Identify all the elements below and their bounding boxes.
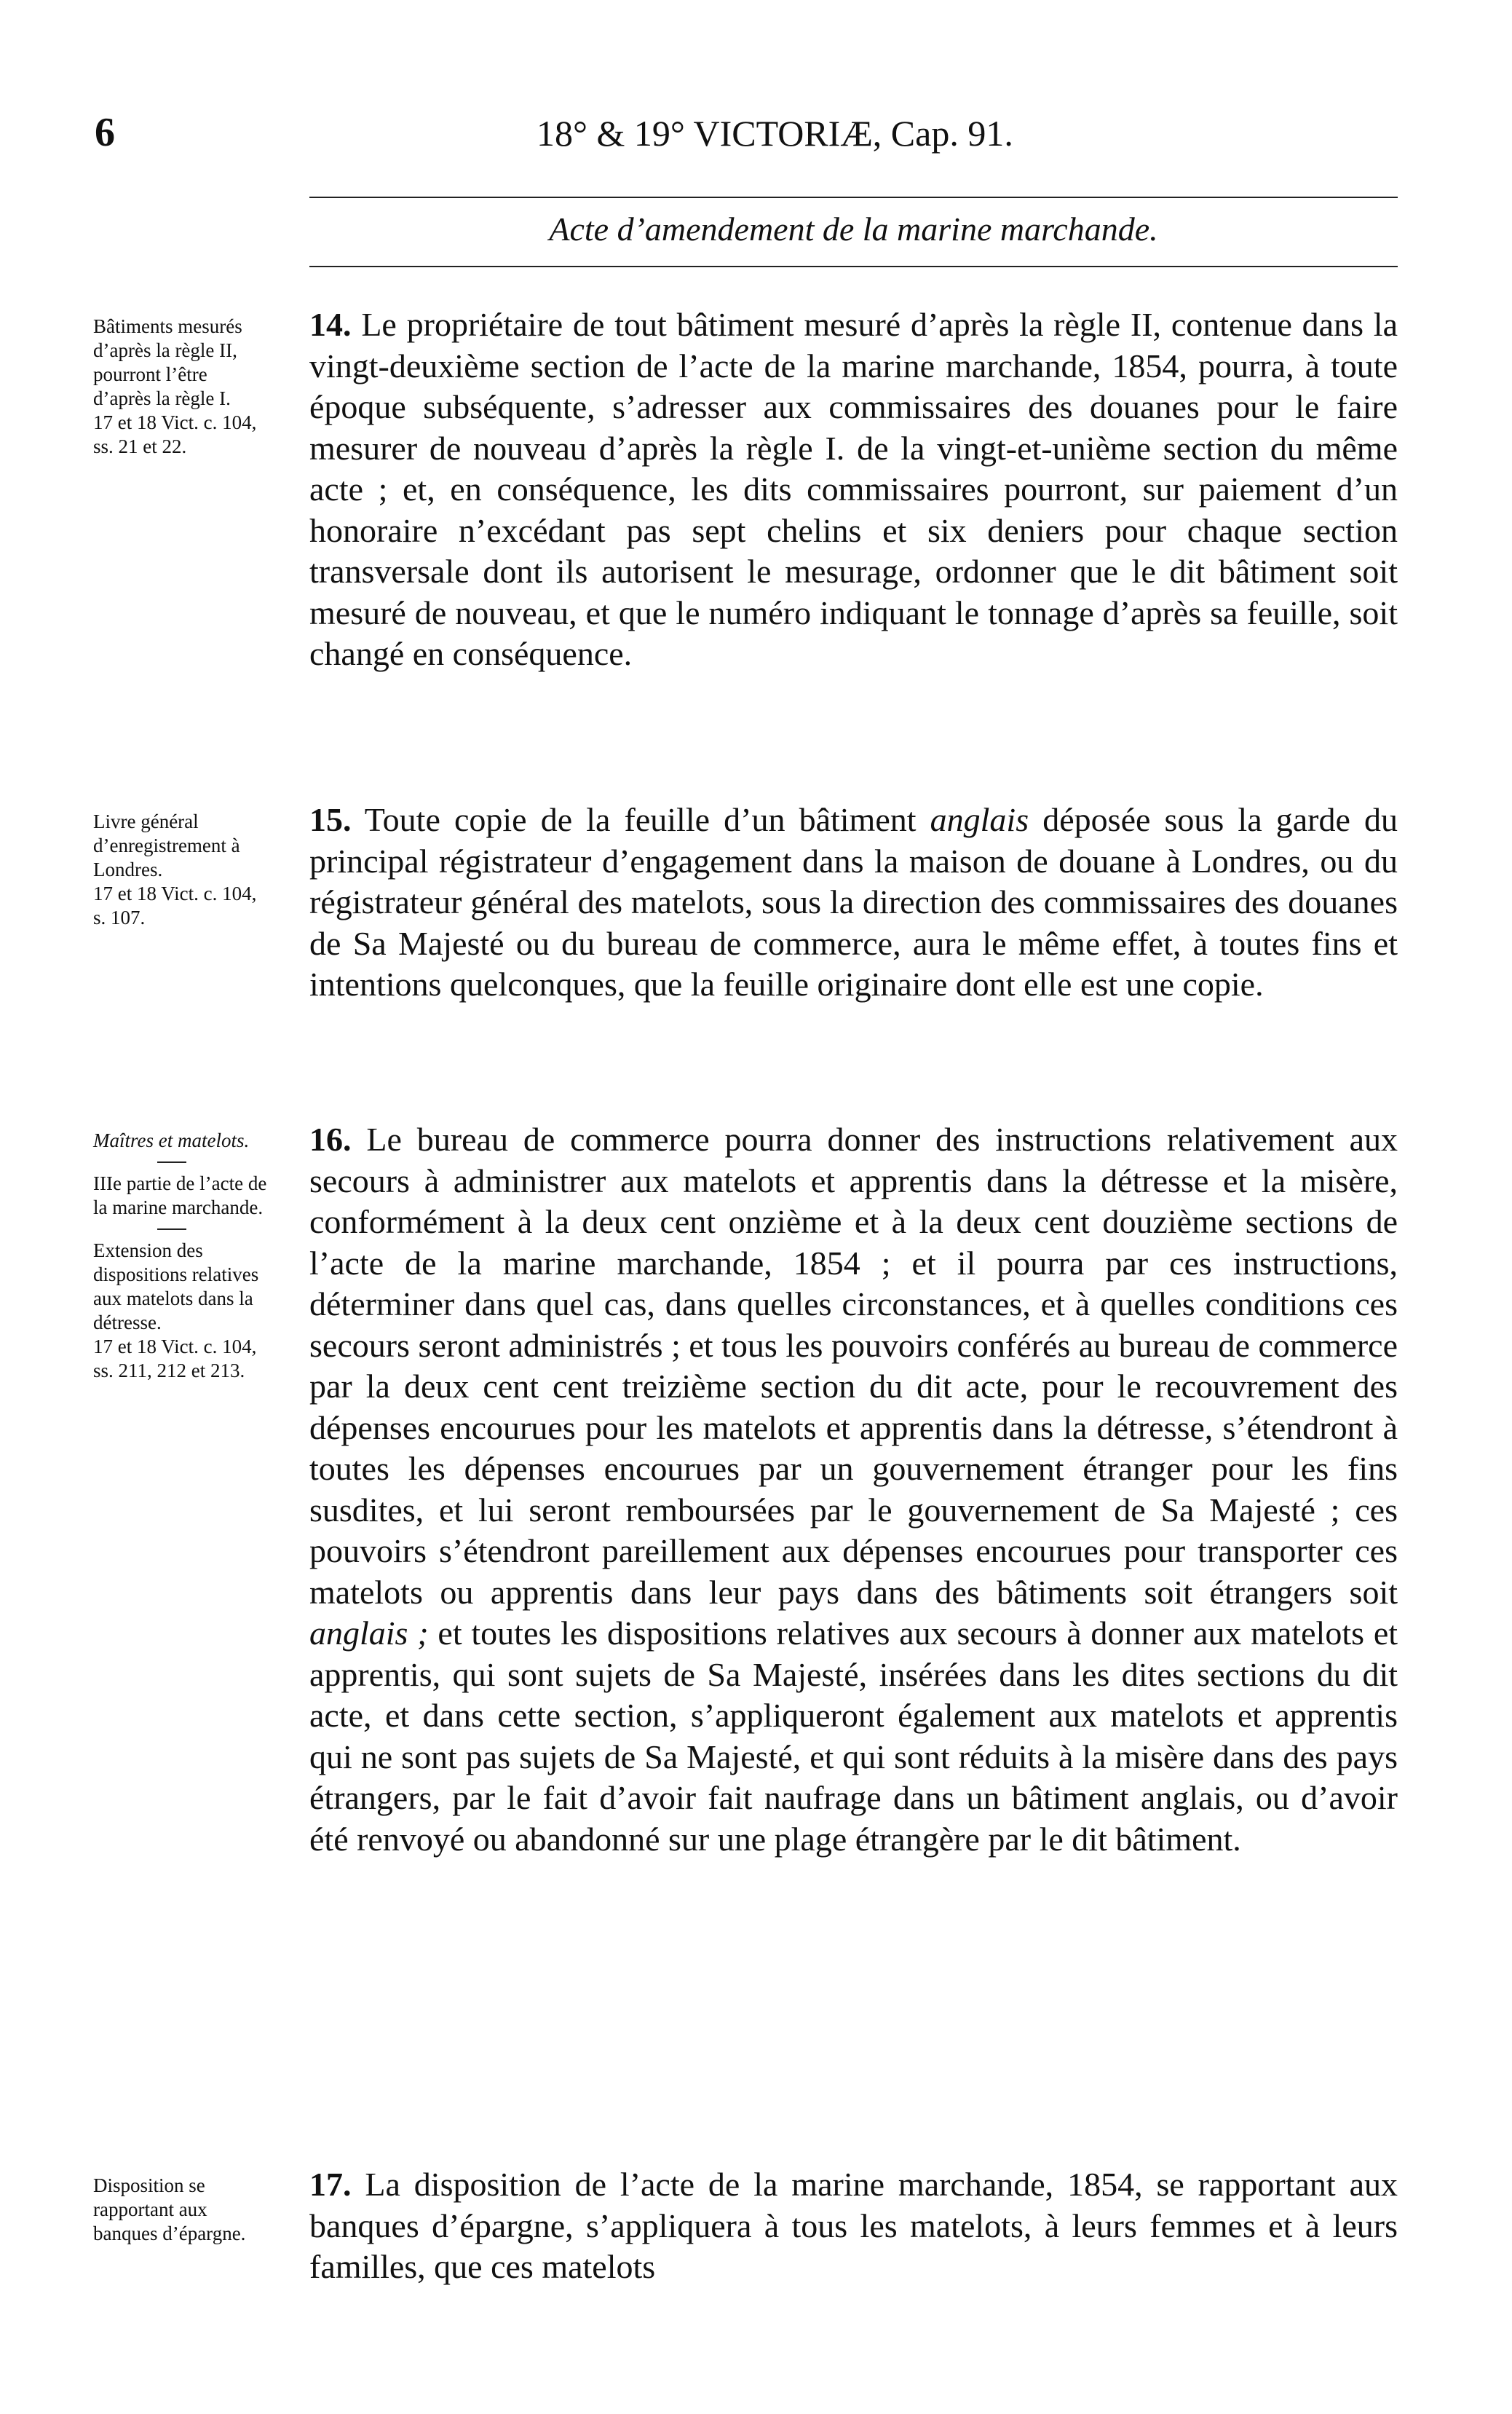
section-text: Le propriétaire de tout bâtiment mesuré d’après la règle II, contenue dans la vingt-deuxième section de l’acte de la marine marchande, 1854, pourra, à toute époque subséquente, s’adresser aux commissaires des douanes pour le faire mesurer de nouveau d’après la règle I. de la vingt-et-unième section du même acte ; et, en conséquence, les dits commissaires pourront, sur paiement d’un honoraire n’excédant pas sept chelins et six deniers pour chaque section transversale dont ils autorisent le mesurage, ordonner que le dit bâtiment soit mesuré de nouveau, et que le numéro indiquant le tonnage d’après sa feuille, soit changé en conséquence. (309, 306, 1398, 672)
page-header (82, 109, 1399, 167)
margin-note-reference: 17 et 18 Vict. c. 104, s. 107. (93, 883, 257, 928)
margin-note-part: IIIe partie de l’acte de la marine marchande. (93, 1172, 267, 1218)
margin-note-heading: Maîtres et matelots. (93, 1129, 250, 1151)
page-number: 6 (95, 110, 115, 155)
margin-note-reference: 17 et 18 Vict. c. 104, ss. 21 et 22. (93, 411, 257, 457)
section-text: Toute copie de la feuille d’un bâtiment (364, 801, 917, 838)
section-14 (309, 304, 1398, 675)
margin-note-section-14 (93, 315, 268, 459)
section-number: 16. (309, 1121, 352, 1158)
running-head: 18° & 19° VICTORIÆ, Cap. 91. (537, 113, 1013, 154)
header-rule-top (309, 197, 1398, 198)
section-16 (309, 1119, 1398, 1860)
section-text: et toutes les dispositions relatives aux secours à donner aux matelots et apprentis, qui sont sujets de Sa Majesté, insérées dans les dites sections du dit acte, et dans cette section, s’appliqueront également aux matelots et apprentis qui ne sont pas sujets de Sa Majesté, et qui sont réduits à la misère dans des pays étrangers, par le fait d’avoir fait naufrage dans un bâtiment anglais, ou d’avoir été renvoyé ou abandonné sur une plage étrangère par le dit bâtiment. (309, 1614, 1398, 1858)
margin-note-text: Extension des dispositions relatives aux matelots dans la détresse. (93, 1239, 259, 1333)
section-number: 15. (309, 801, 352, 838)
section-emphasis: anglais ; (309, 1614, 429, 1652)
section-number: 17. (309, 2166, 352, 2203)
section-number: 14. (309, 306, 352, 343)
margin-note-reference: 17 et 18 Vict. c. 104, ss. 211, 212 et 213. (93, 1336, 257, 1381)
section-text: déposée sous la garde du principal régistrateur d’engagement dans la maison de douane à Londres, ou du régistrateur général des matelots, sous la direction des commissaires des douanes de Sa Majesté ou du bureau de commerce, aura le même effet, à toutes fins et intentions quelconques, que la feuille originaire dont elle est une copie. (309, 801, 1398, 1003)
margin-note-text: Disposition se rapportant aux banques d’épargne. (93, 2174, 246, 2244)
margin-note-section-17 (93, 2174, 268, 2246)
section-emphasis: anglais (930, 801, 1029, 838)
margin-note-section-16 (93, 1129, 268, 1383)
margin-note-divider (157, 1161, 186, 1163)
margin-note-section-15 (93, 810, 268, 930)
section-text: Le bureau de commerce pourra donner des instructions relativement aux secours à administrer aux matelots et apprentis dans la détresse et la misère, conformément à la deux cent onzième et à la deux cent douzième sections de l’acte de la marine marchande, 1854 ; et il pourra par ces instructions, déterminer dans quel cas, dans quelles circonstances, et à quelles conditions ces secours seront administrés ; et tous les pouvoirs conférés au bureau de commerce par la deux cent cent treizième section du dit acte, pour le recouvrement des dépenses encourues pour les matelots et apprentis dans la détresse, s’étendront à toutes les dépenses encourues par un gouvernement étranger pour les fins susdites, et lui seront remboursées par le gouvernement de Sa Majesté ; ces pouvoirs s’étendront pareillement aux dépenses encourues pour transporter ces matelots ou apprentis dans leur pays dans des bâtiments soit étrangers soit (309, 1121, 1398, 1611)
margin-note-divider (157, 1228, 186, 1230)
act-subtitle: Acte d’amendement de la marine marchande. (549, 210, 1158, 248)
section-text: La disposition de l’acte de la marine marchande, 1854, se rapportant aux banques d’épargne, s’appliquera à tous les matelots, à leurs femmes et à leurs familles, que ces matelots (309, 2166, 1398, 2285)
section-15 (309, 800, 1398, 1006)
header-rule-bottom (309, 266, 1398, 267)
section-17 (309, 2164, 1398, 2288)
margin-note-text: Bâtiments mesurés d’après la règle II, pourront l’être d’après la règle I. (93, 315, 242, 409)
margin-note-text: Livre général d’enregistrement à Londres. (93, 810, 240, 880)
